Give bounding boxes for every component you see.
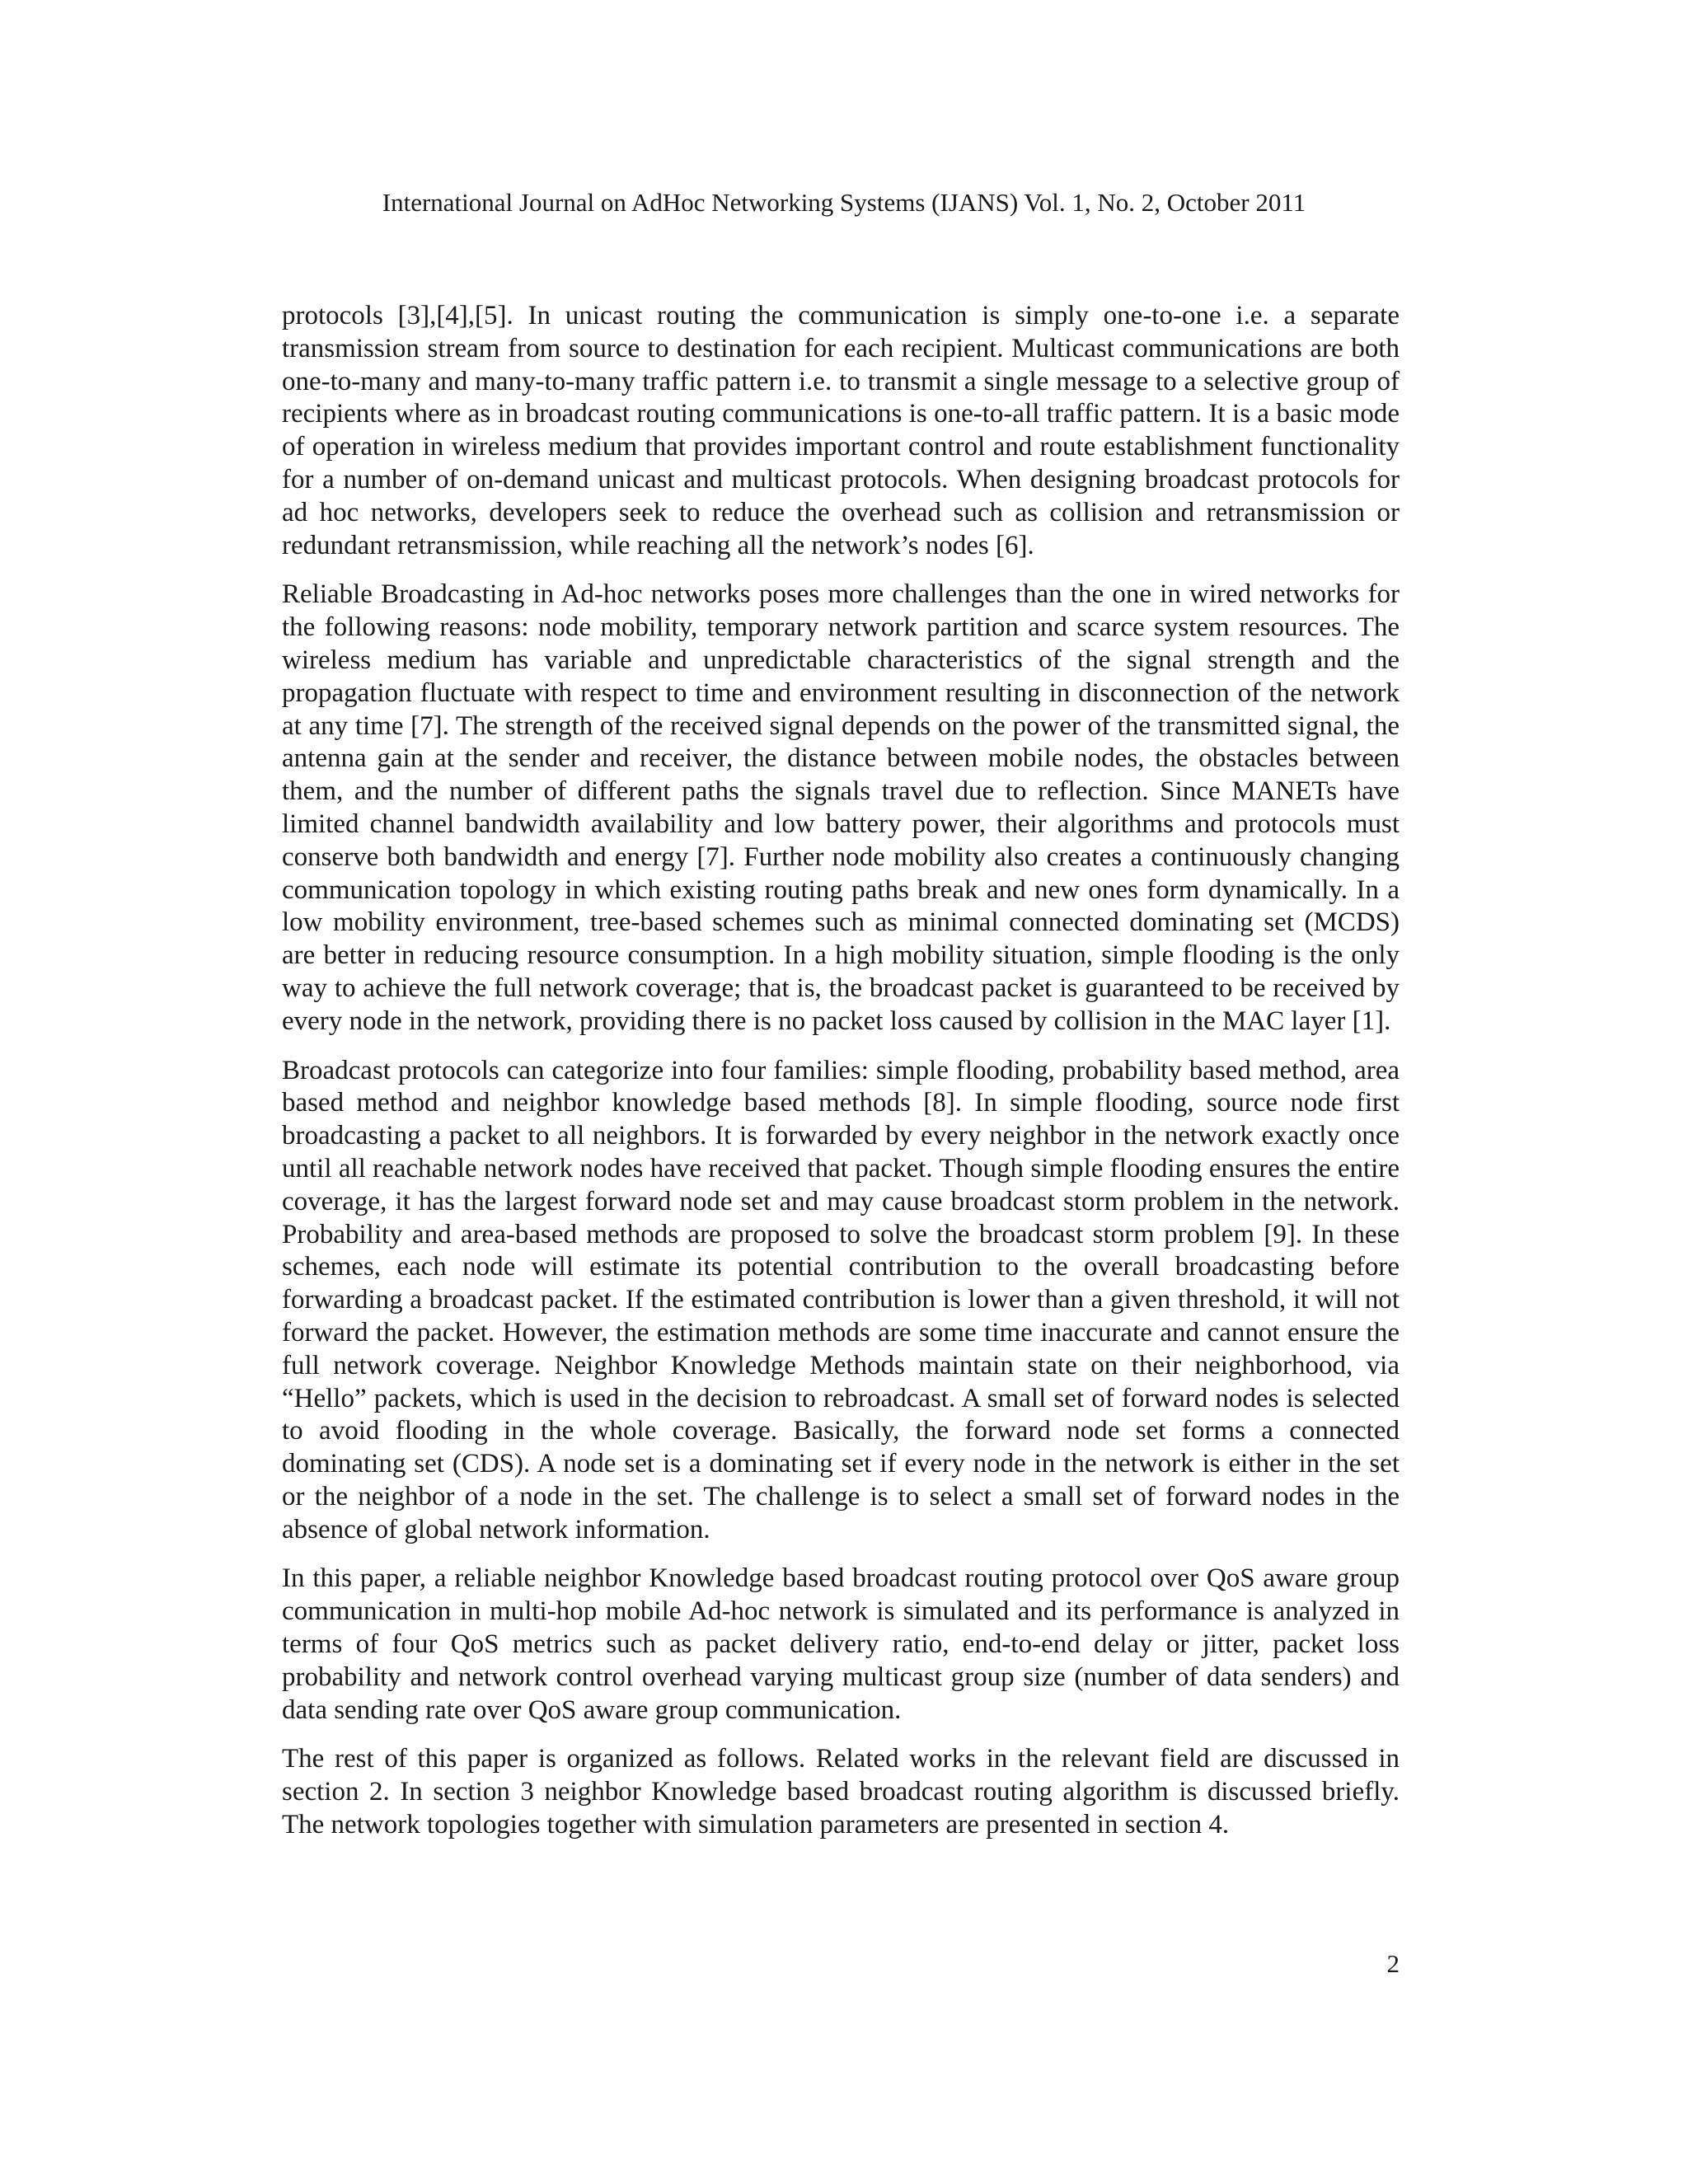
paragraph-1: protocols [3],[4],[5]. In unicast routing the communication is simply one-to-one i.e. a separate transmission stream from source to destination for each recipient. Multicast communications are both one-to-many and many-to-many traffic pattern i.e. to transmit a single message to a selective group of recipients where as in broadcast routing communications is one-to-all traffic pattern. It is a basic mode of operation in wireless medium that provides important control and route establishment functionality for a number of on-demand unicast and multicast protocols. When designing broadcast protocols for ad hoc networks, developers seek to reduce the overhead such as collision and retransmission or redundant retransmission, while reaching all the network’s nodes [6].: [282, 301, 1400, 560]
running-header: International Journal on AdHoc Networking Systems (IJANS) Vol. 1, No. 2, October 2011: [382, 188, 1306, 217]
paragraph-2: Reliable Broadcasting in Ad-hoc networks poses more challenges than the one in wired networks for the following reasons: node mobility, temporary network partition and scarce system resources. The wireless medium has variable and unpredictable characteristics of the signal strength and the propagation fluctuate with respect to time and environment resulting in disconnection of the network at any time [7]. The strength of the received signal depends on the power of the transmitted signal, the antenna gain at the sender and receiver, the distance between mobile nodes, the obstacles between them, and the number of different paths the signals travel due to reflection. Since MANETs have limited channel bandwidth availability and low battery power, their algorithms and protocols must conserve both bandwidth and energy [7]. Further node mobility also creates a continuously changing communication topology in which existing routing paths break and new ones form dynamically. In a low mobility environment, tree-based schemes such as minimal connected dominating set (MCDS) are better in reducing resource consumption. In a high mobility situation, simple flooding is the only way to achieve the full network coverage; that is, the broadcast packet is guaranteed to be received by every node in the network, providing there is no packet loss caused by collision in the MAC layer [1].: [282, 579, 1400, 1036]
paragraph-4: In this paper, a reliable neighbor Knowledge based broadcast routing protocol over QoS aware group communication in multi-hop mobile Ad-hoc network is simulated and its performance is analyzed in terms of four QoS metrics such as packet delivery ratio, end-to-end delay or jitter, packet loss probability and network control overhead varying multicast group size (number of data senders) and data sending rate over QoS aware group communication.: [282, 1563, 1400, 1725]
page-number: 2: [1386, 1949, 1400, 1978]
paragraph-3: Broadcast protocols can categorize into four families: simple flooding, probability based method, area based method and neighbor knowledge based methods [8]. In simple flooding, source node first broadcasting a packet to all neighbors. It is forwarded by every neighbor in the network exactly once until all reachable network nodes have received that packet. Though simple flooding ensures the entire coverage, it has the largest forward node set and may cause broadcast storm problem in the network. Probability and area-based methods are proposed to solve the broadcast storm problem [9]. In these schemes, each node will estimate its potential contribution to the overall broadcasting before forwarding a broadcast packet. If the estimated contribution is lower than a given threshold, it will not forward the packet. However, the estimation methods are some time inaccurate and cannot ensure the full network coverage. Neighbor Knowledge Methods maintain state on their neighborhood, via “Hello” packets, which is used in the decision to rebroadcast. A small set of forward nodes is selected to avoid flooding in the whole coverage. Basically, the forward node set forms a connected dominating set (CDS). A node set is a dominating set if every node in the network is either in the set or the neighbor of a node in the set. The challenge is to select a small set of forward nodes in the absence of global network information.: [282, 1055, 1400, 1544]
paragraph-5: The rest of this paper is organized as follows. Related works in the relevant field are discussed in section 2. In section 3 neighbor Knowledge based broadcast routing algorithm is discussed briefly. The network topologies together with simulation parameters are presented in section 4.: [282, 1744, 1400, 1840]
body-text: [282, 300, 1400, 1858]
